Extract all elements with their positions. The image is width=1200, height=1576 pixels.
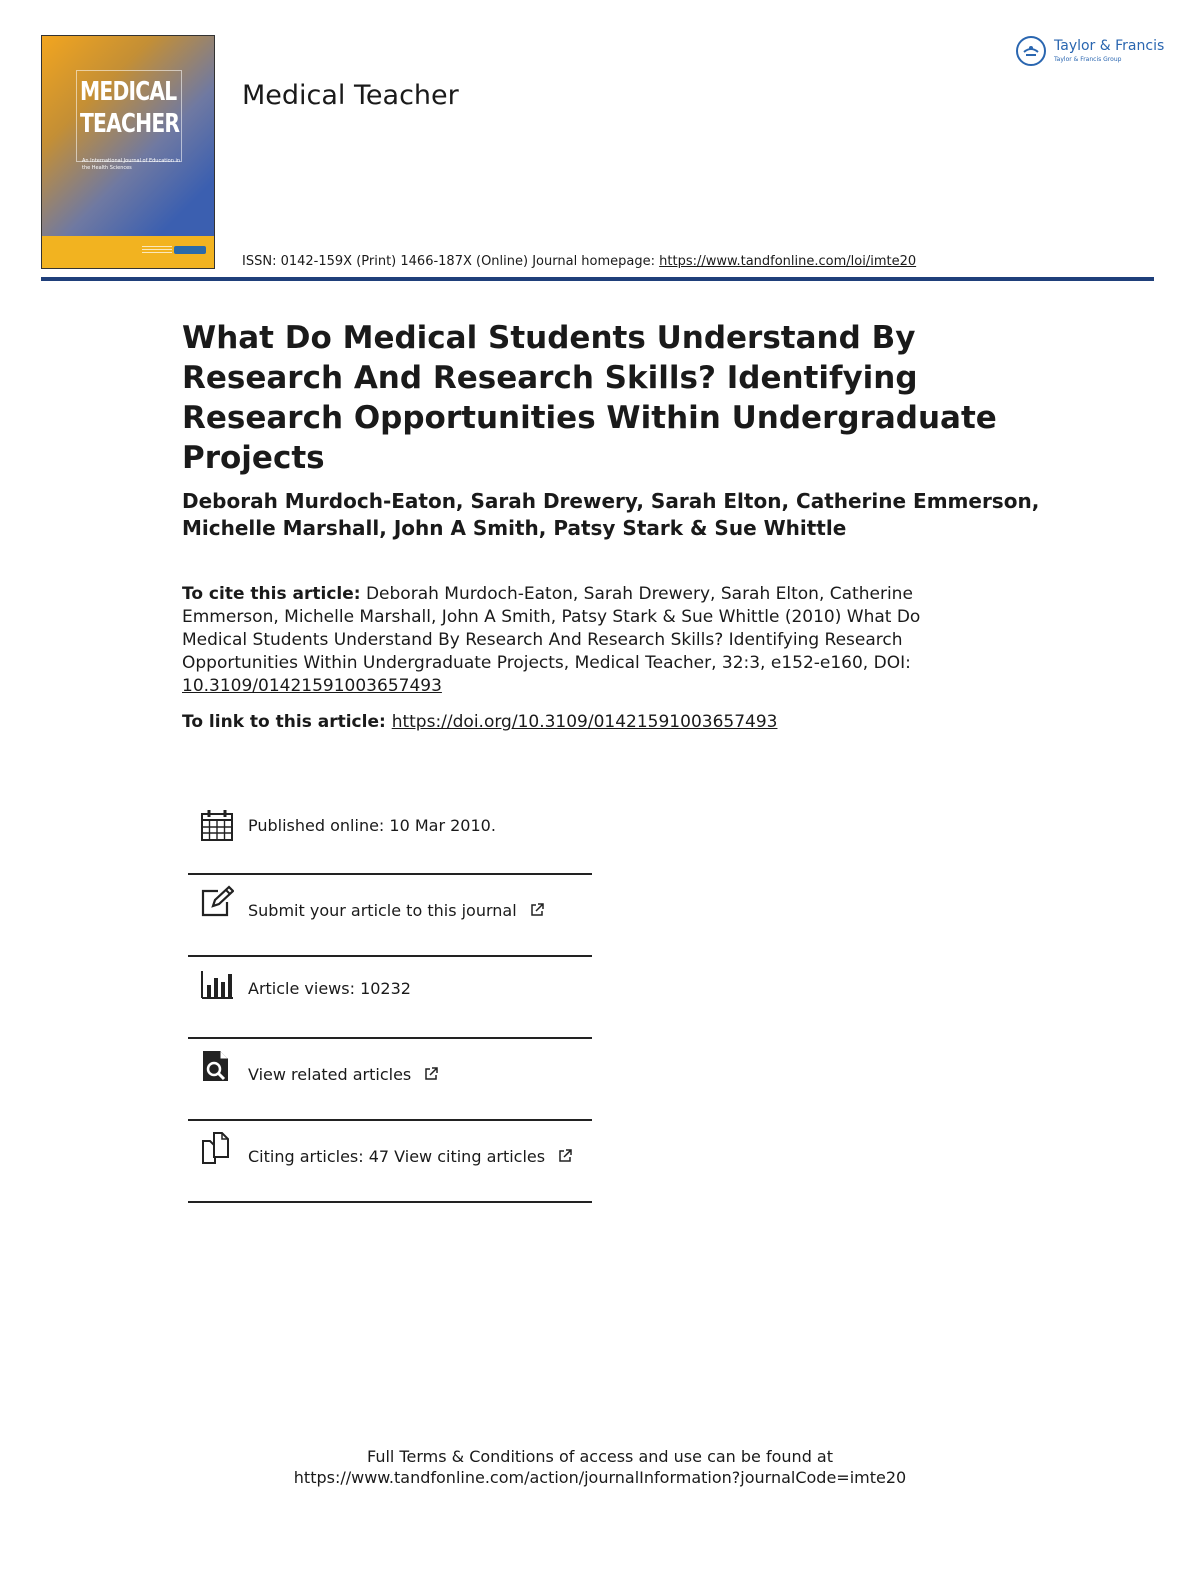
copy-documents-icon: [200, 1131, 234, 1165]
citing-articles-row[interactable]: [188, 1121, 592, 1203]
edit-icon: [200, 885, 234, 919]
article-link-label: To link to this article:: [182, 712, 392, 732]
related-articles-row[interactable]: [188, 1039, 592, 1121]
citation-block: [182, 583, 972, 698]
publisher-logo-icon: [1016, 36, 1046, 66]
submit-article-link[interactable]: [248, 901, 544, 920]
cover-title-line2: TEACHER: [80, 109, 180, 139]
citation-doi-link[interactable]: 10.3109/01421591003657493: [182, 676, 442, 696]
article-authors: Deborah Murdoch-Eaton, Sarah Drewery, Sarah Elton, Catherine Emmerson, Michelle Marshall, John A Smith, Patsy Stark & Sue Whittle: [182, 489, 1040, 540]
document-search-icon: [200, 1049, 234, 1083]
journal-cover-image: [41, 35, 215, 269]
cover-title-line1: MEDICAL: [80, 77, 177, 107]
issn-text: ISSN: 0142-159X (Print) 1466-187X (Online) Journal homepage:: [242, 254, 660, 269]
published-online-text: Published online: 10 Mar 2010.: [248, 816, 496, 835]
article-info-list: [188, 798, 592, 1203]
citation-label: To cite this article:: [182, 584, 361, 604]
related-articles-label: View related articles: [248, 1065, 412, 1084]
submit-article-row[interactable]: [188, 875, 592, 957]
calendar-icon: [200, 808, 234, 842]
cover-subtitle: An International Journal of Education in the Health Sciences: [82, 158, 181, 171]
journal-homepage-link[interactable]: https://www.tandfonline.com/loi/imte20: [659, 254, 917, 269]
publisher-logo-text: Taylor & Francis: [1054, 38, 1165, 54]
footer-terms-text: Full Terms & Conditions of access and use can be found at: [366, 1447, 834, 1466]
article-link-line: [182, 711, 777, 734]
citing-articles-link[interactable]: [248, 1147, 572, 1166]
submit-article-label: Submit your article to this journal: [248, 901, 517, 920]
article-title: What Do Medical Students Understand By Research And Research Skills? Identifying Research Opportunities Within Undergraduate Projects: [182, 320, 997, 476]
external-link-icon: [530, 903, 544, 917]
footer-terms-url[interactable]: https://www.tandfonline.com/action/journalInformation?journalCode=imte20: [293, 1468, 907, 1487]
article-doi-link[interactable]: https://doi.org/10.3109/01421591003657493: [391, 712, 778, 732]
header-divider: [41, 277, 1154, 281]
issn-line: [242, 254, 916, 269]
citation-text: Deborah Murdoch-Eaton, Sarah Drewery, Sarah Elton, Catherine Emmerson, Michelle Marshall, John A Smith, Patsy Stark & Sue Whittle (2010) What Do Medical Students Understand By Research And Research Skills? Identifying Research Opportunities Within Undergraduate Projects, Medical Teacher, 32:3, e152-e160, DOI:: [182, 584, 921, 673]
article-views-row: [188, 957, 592, 1039]
related-articles-link[interactable]: [248, 1065, 438, 1084]
bar-chart-icon: [200, 967, 234, 1001]
external-link-icon: [424, 1067, 438, 1081]
publisher-logo[interactable]: [1016, 36, 1165, 72]
external-link-icon: [558, 1149, 572, 1163]
journal-name: Medical Teacher: [242, 80, 459, 111]
cover-title: [80, 76, 180, 140]
footer: [0, 1446, 1200, 1488]
article-views-text: Article views: 10232: [248, 979, 411, 998]
publisher-logo-tagline: Taylor & Francis Group: [1054, 56, 1122, 63]
cover-badge: [174, 246, 206, 254]
cover-decoration: [142, 244, 172, 256]
published-online-row: [188, 798, 592, 875]
citing-articles-label: Citing articles: 47 View citing articles: [248, 1147, 546, 1166]
